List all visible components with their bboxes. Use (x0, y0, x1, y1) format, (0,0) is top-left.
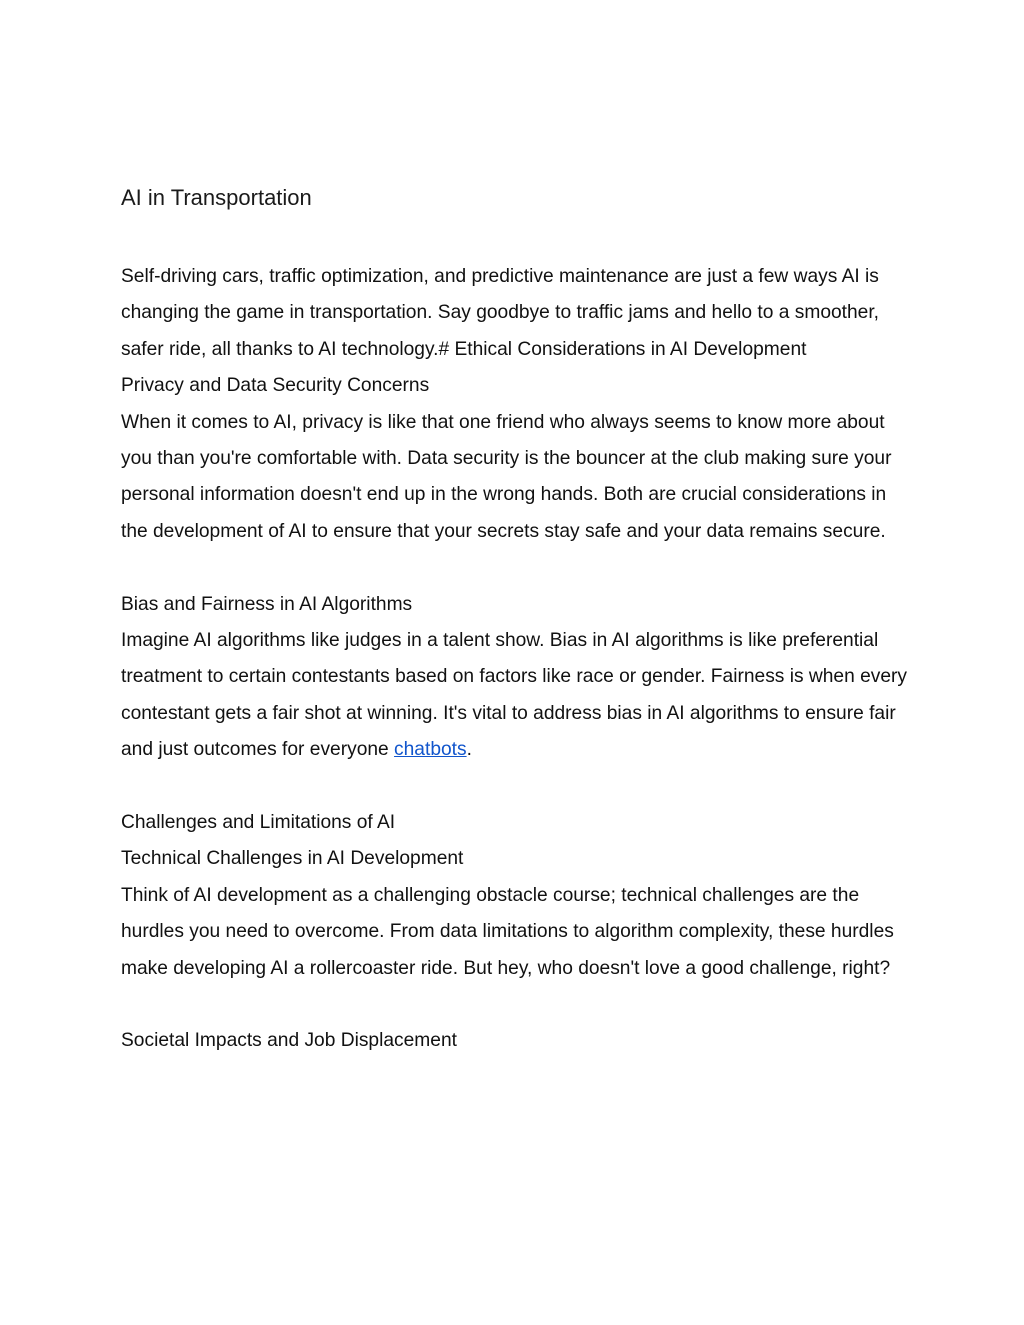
chatbots-link[interactable]: chatbots (394, 739, 467, 761)
paragraph-spacer (121, 987, 911, 1023)
heading-societal: Societal Impacts and Job Displacement (121, 1030, 457, 1052)
document-page (121, 183, 911, 1060)
heading-bias: Bias and Fairness in AI Algorithms (121, 593, 413, 615)
heading-technical: Technical Challenges in AI Development (121, 848, 464, 870)
paragraph-transportation: Self-driving cars, traffic optimization, and predictive maintenance are just a few ways AI is changing the game in transportation. Say goodbye to traffic jams and hello to a smoother, safer ride, all thanks to AI technology.# Ethical Considerations in AI Development (121, 266, 880, 360)
document-title: AI in Transportation (121, 185, 312, 210)
paragraph-bias (121, 623, 911, 769)
heading-privacy: Privacy and Data Security Concerns (121, 375, 430, 397)
paragraph-bias-end: . (466, 739, 472, 761)
paragraph-spacer (121, 769, 911, 805)
paragraph-spacer (121, 550, 911, 586)
paragraph-technical: Think of AI development as a challenging obstacle course; technical challenges are the hurdles you need to overcome. From data limitations to algorithm complexity, these hurdles make developing AI a rollercoaster ride. But hey, who doesn't love a good challenge, right? (121, 884, 894, 979)
paragraph-privacy: When it comes to AI, privacy is like that one friend who always seems to know more about you than you're comfortable with. Data security is the bouncer at the club making sure your personal information doesn't end up in the wrong hands. Both are crucial considerations in the development of AI to ensure that your secrets stay safe and your data remains secure. (121, 411, 892, 542)
heading-challenges: Challenges and Limitations of AI (121, 812, 396, 834)
paragraph-bias-text: Imagine AI algorithms like judges in a talent show. Bias in AI algorithms is like preferential treatment to certain contestants based on factors like race or gender. Fairness is when every contestant gets a fair shot at winning. It's vital to address bias in AI algorithms to ensure fair and just outcomes for everyone (121, 630, 908, 761)
